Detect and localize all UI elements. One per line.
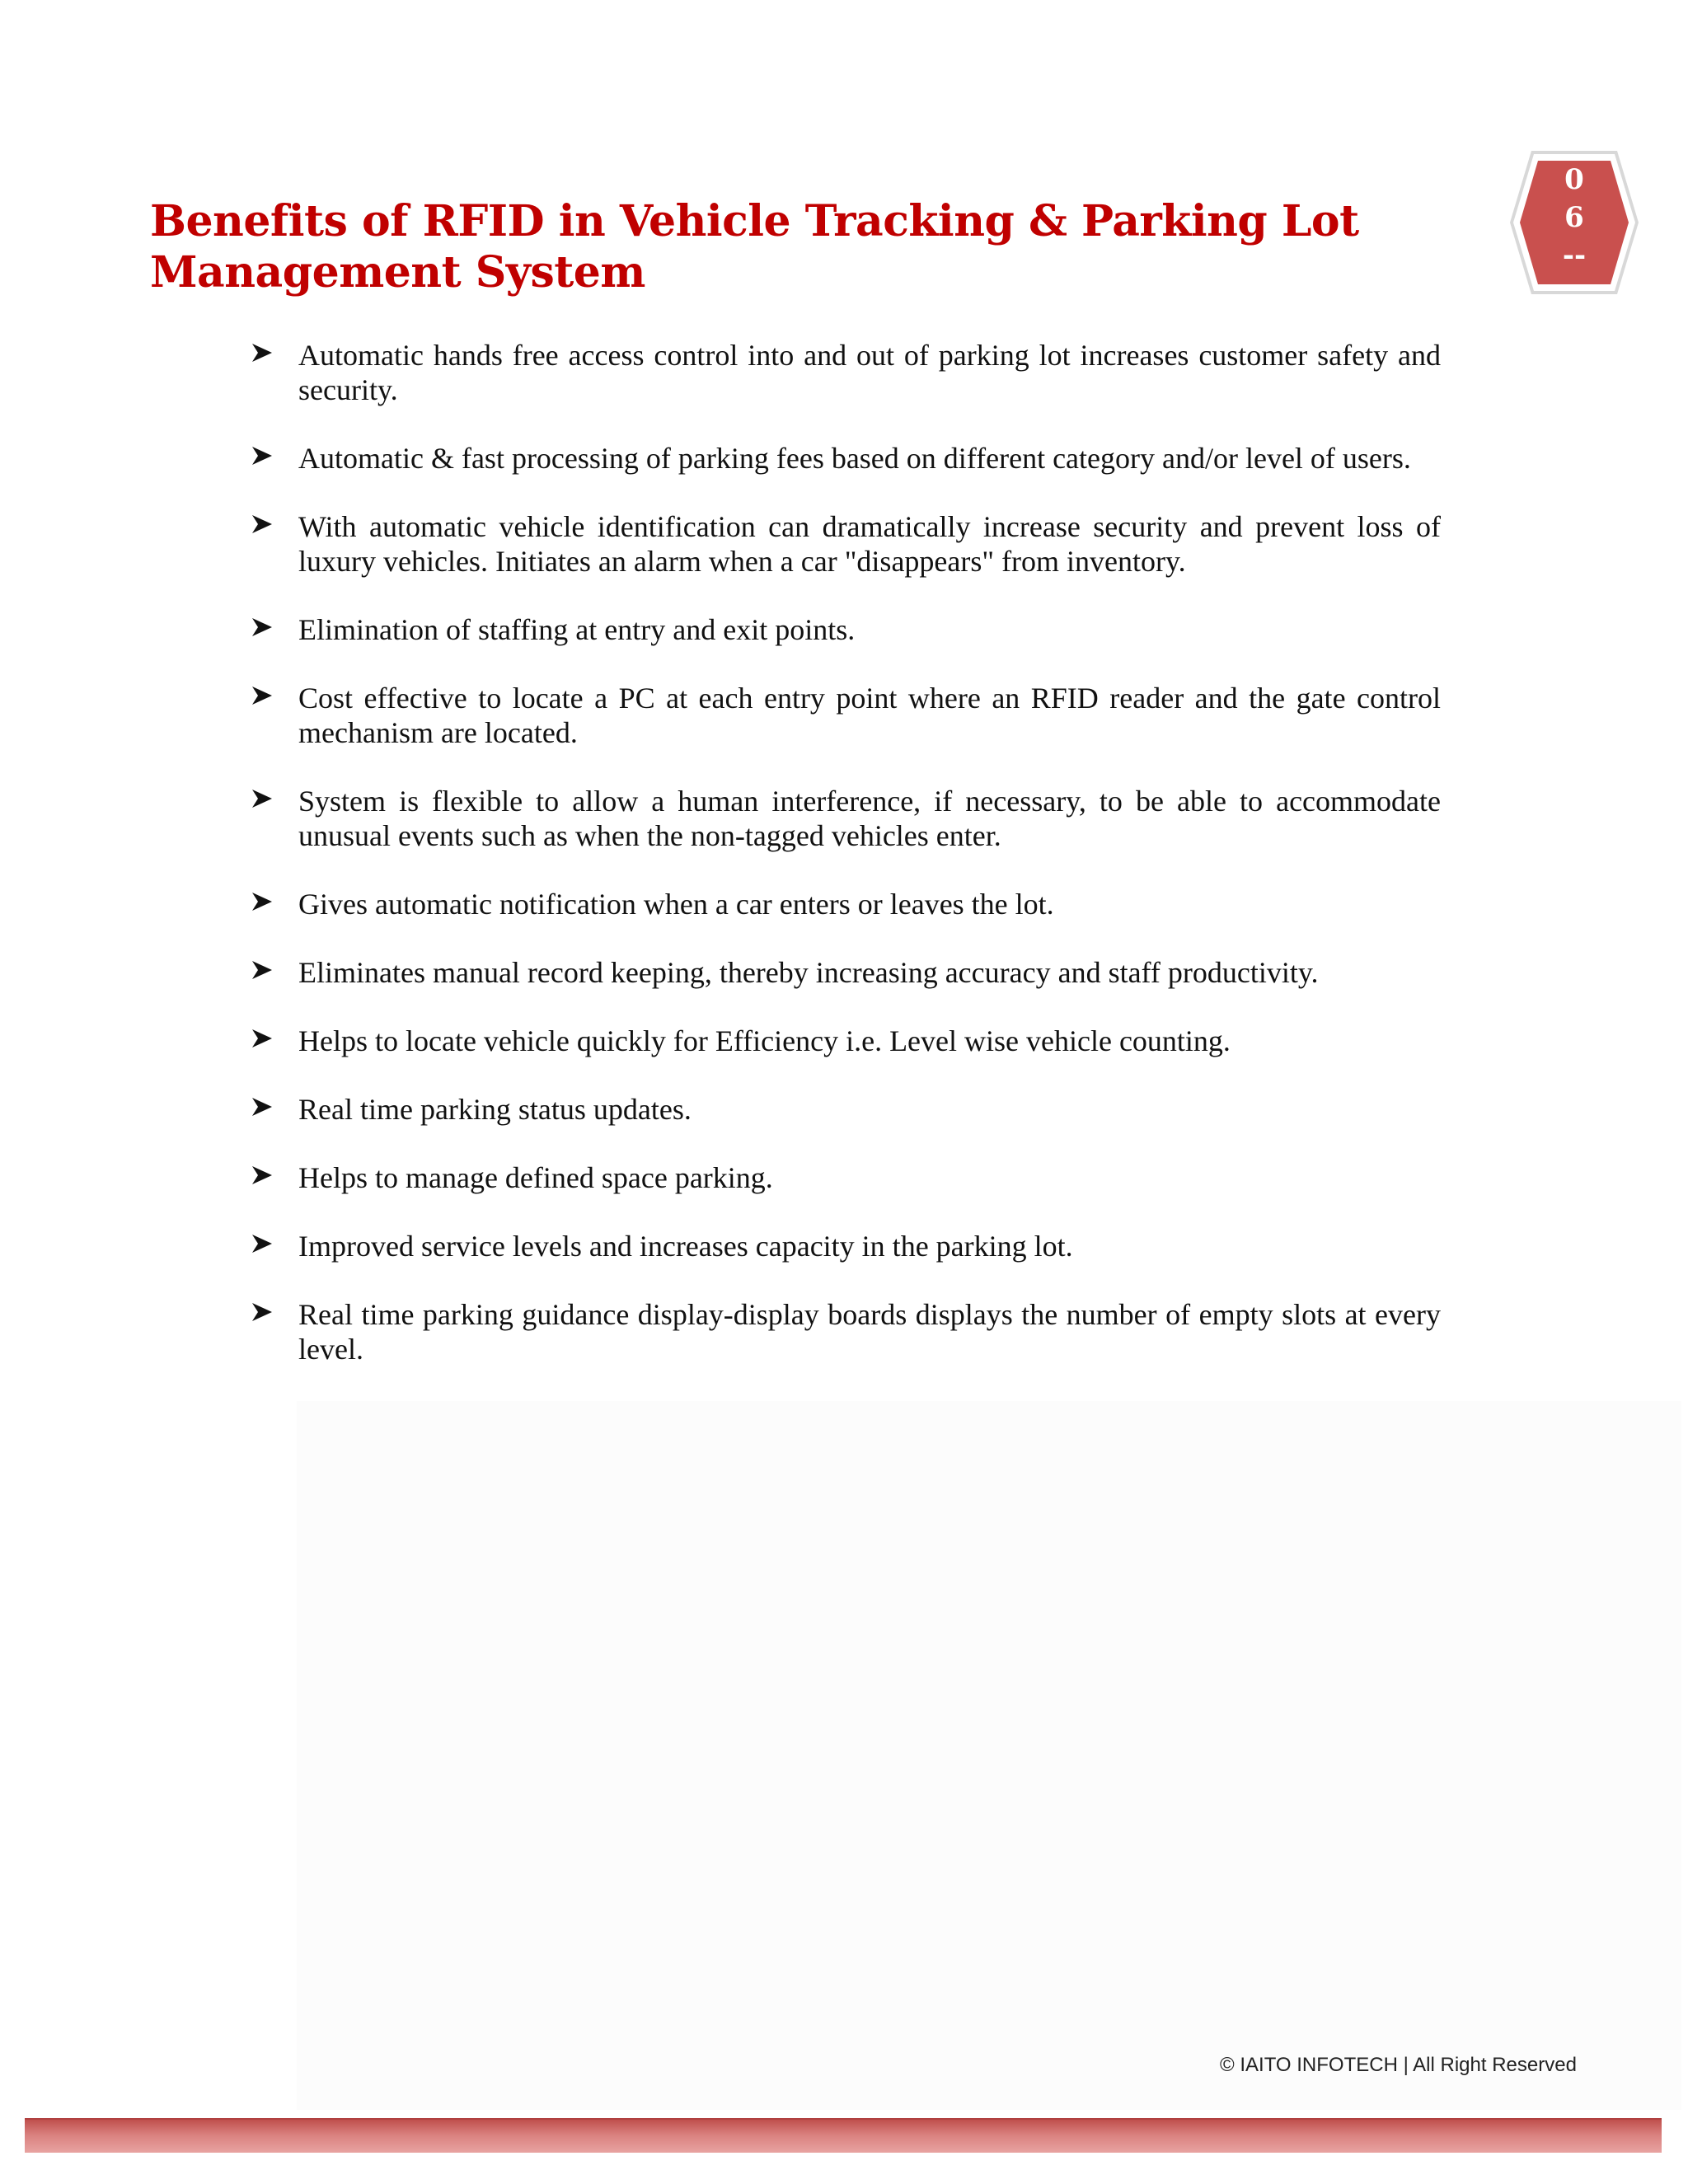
- list-item: [247, 612, 1441, 647]
- arrowhead-bullet-icon: [251, 1027, 274, 1050]
- benefits-list: [247, 338, 1441, 1400]
- arrowhead-bullet-icon: [251, 1164, 274, 1187]
- arrowhead-bullet-icon: [251, 513, 274, 536]
- list-item: [247, 441, 1441, 476]
- list-item: [247, 784, 1441, 853]
- list-item-text: Eliminates manual record keeping, thereby increasing accuracy and staff productivity.: [298, 956, 1319, 989]
- arrowhead-bullet-icon: [251, 684, 274, 707]
- page-title: [150, 196, 1386, 298]
- list-item: [247, 1160, 1441, 1195]
- arrowhead-bullet-icon: [251, 1232, 274, 1255]
- list-item-text: Real time parking guidance display-display boards displays the number of empty slots at every level.: [298, 1298, 1441, 1366]
- list-item: [247, 1024, 1441, 1058]
- arrowhead-bullet-icon: [251, 787, 274, 810]
- title-line-1: Benefits of RFID in Vehicle Tracking & Parking Lot: [150, 196, 1359, 246]
- list-item-text: Elimination of staffing at entry and exit points.: [298, 613, 856, 646]
- list-item-text: Helps to manage defined space parking.: [298, 1161, 773, 1194]
- list-item: [247, 1092, 1441, 1127]
- list-item-text: With automatic vehicle identification can dramatically increase security and prevent loss of luxury vehicles. Initiates an alarm when a car "disappears" from inventory.: [298, 510, 1441, 578]
- list-item-text: Cost effective to locate a PC at each entry point where an RFID reader and the gate control mechanism are located.: [298, 682, 1441, 749]
- page-number: [1508, 161, 1640, 274]
- list-item-text: Gives automatic notification when a car enters or leaves the lot.: [298, 888, 1054, 921]
- list-item-text: Automatic hands free access control into and out of parking lot increases customer safety and security.: [298, 339, 1441, 406]
- page-number-line-3: --: [1562, 239, 1587, 272]
- list-item: [247, 1229, 1441, 1263]
- arrowhead-bullet-icon: [251, 958, 274, 982]
- arrowhead-bullet-icon: [251, 1301, 274, 1324]
- list-item-text: Automatic & fast processing of parking fees based on different category and/or level of users.: [298, 442, 1411, 475]
- page-number-line-1: 0: [1564, 163, 1584, 196]
- copyright-footer: © IAITO INFOTECH | All Right Reserved: [1220, 2054, 1577, 2076]
- list-item: [247, 509, 1441, 579]
- page-number-badge: [1508, 144, 1640, 301]
- list-item: [247, 887, 1441, 921]
- list-item: [247, 338, 1441, 407]
- list-item-text: Real time parking status updates.: [298, 1093, 692, 1126]
- list-item-text: Improved service levels and increases capacity in the parking lot.: [298, 1230, 1073, 1263]
- list-item-text: Helps to locate vehicle quickly for Efficiency i.e. Level wise vehicle counting.: [298, 1024, 1231, 1057]
- arrowhead-bullet-icon: [251, 616, 274, 639]
- list-item: [247, 1297, 1441, 1366]
- title-line-2: Management System: [150, 247, 645, 298]
- footer-bar: [25, 2118, 1662, 2153]
- arrowhead-bullet-icon: [251, 1095, 274, 1118]
- arrowhead-bullet-icon: [251, 444, 274, 467]
- page-background: [297, 1401, 1681, 2110]
- arrowhead-bullet-icon: [251, 341, 274, 364]
- list-item-text: System is flexible to allow a human interference, if necessary, to be able to accommodate unusual events such as when the non-tagged vehicles enter.: [298, 785, 1441, 852]
- list-item: [247, 681, 1441, 750]
- arrowhead-bullet-icon: [251, 890, 274, 913]
- list-item: [247, 955, 1441, 990]
- page-number-line-2: 6: [1564, 201, 1584, 234]
